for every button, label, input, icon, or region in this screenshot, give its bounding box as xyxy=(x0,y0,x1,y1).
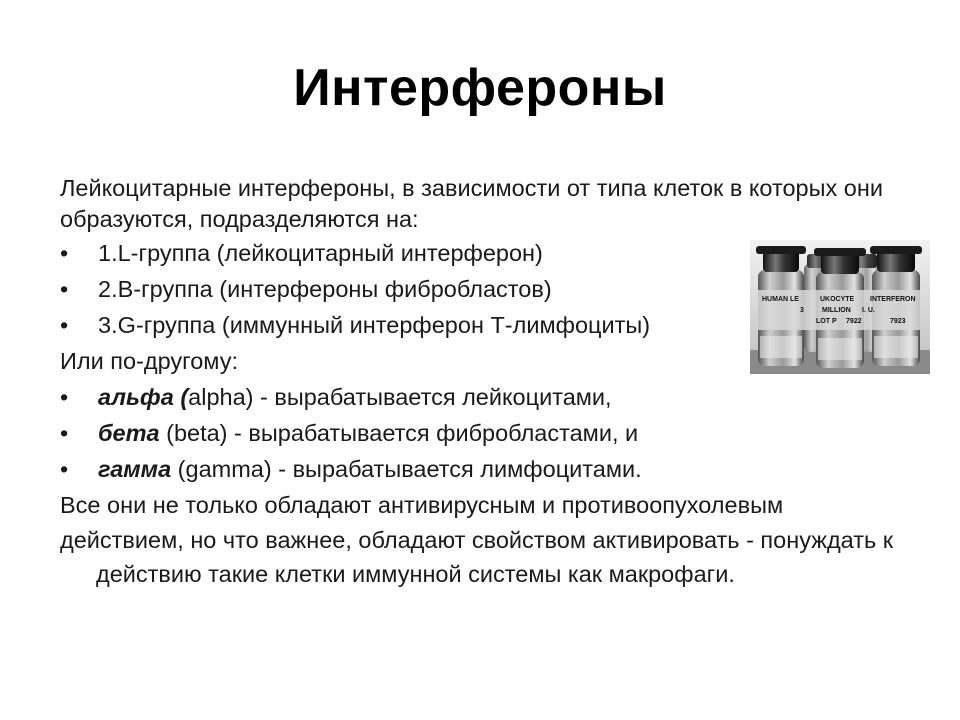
list-item: • бета (beta) - вырабатывается фибробластами, и xyxy=(60,415,900,451)
term-gamma: гамма xyxy=(98,456,172,482)
bullet-icon: • xyxy=(60,276,69,302)
list-item: • 3.G-группа (иммунный интерферон Т-лимфоциты) xyxy=(60,307,900,343)
svg-text:MILLION: MILLION xyxy=(822,307,851,314)
slide-title: Интерфероны xyxy=(293,59,667,117)
bullet-icon: • xyxy=(60,312,69,338)
svg-text:3: 3 xyxy=(800,307,804,314)
term-beta: бета xyxy=(98,420,160,446)
slide-body xyxy=(60,173,900,591)
svg-text:I. U.: I. U. xyxy=(862,307,875,314)
list-item: • 1.L-группа (лейкоцитарный интерферон) xyxy=(60,235,900,271)
list-item: • 2.B-группа (интерфероны фибробластов) xyxy=(60,271,900,307)
svg-text:7922: 7922 xyxy=(846,318,862,325)
bullet-icon: • xyxy=(60,384,69,410)
svg-text:LOT P: LOT P xyxy=(816,318,837,325)
intro-text: Лейкоцитарные интерфероны, в зависимости от типа клеток в которых они образуются, подразделяются на: xyxy=(60,175,883,232)
svg-text:UKOCYTE: UKOCYTE xyxy=(820,296,855,303)
svg-text:HUMAN LE: HUMAN LE xyxy=(762,296,799,303)
bullet-icon: • xyxy=(60,420,69,446)
list-item: • гамма (gamma) - вырабатывается лимфоцитами. xyxy=(60,451,900,487)
svg-text:INTERFERON: INTERFERON xyxy=(870,296,916,303)
bullet-icon: • xyxy=(60,240,69,266)
bullet-icon: • xyxy=(60,456,69,482)
alt-intro-text: Или по-другому: xyxy=(60,348,238,374)
paragraph-2: действием, но что важнее, обладают свойством активировать - понуждать к действию такие клетки иммунной системы как макрофаги. xyxy=(60,527,894,587)
term-alpha: альфа ( xyxy=(98,384,189,410)
paragraph-1: Все они не только обладают антивирусным и противоопухолевым xyxy=(60,492,784,518)
svg-text:7923: 7923 xyxy=(890,318,906,325)
interferon-vials-photo-icon xyxy=(750,240,930,374)
list-item: • альфа (alpha) - вырабатывается лейкоцитами, xyxy=(60,379,900,415)
